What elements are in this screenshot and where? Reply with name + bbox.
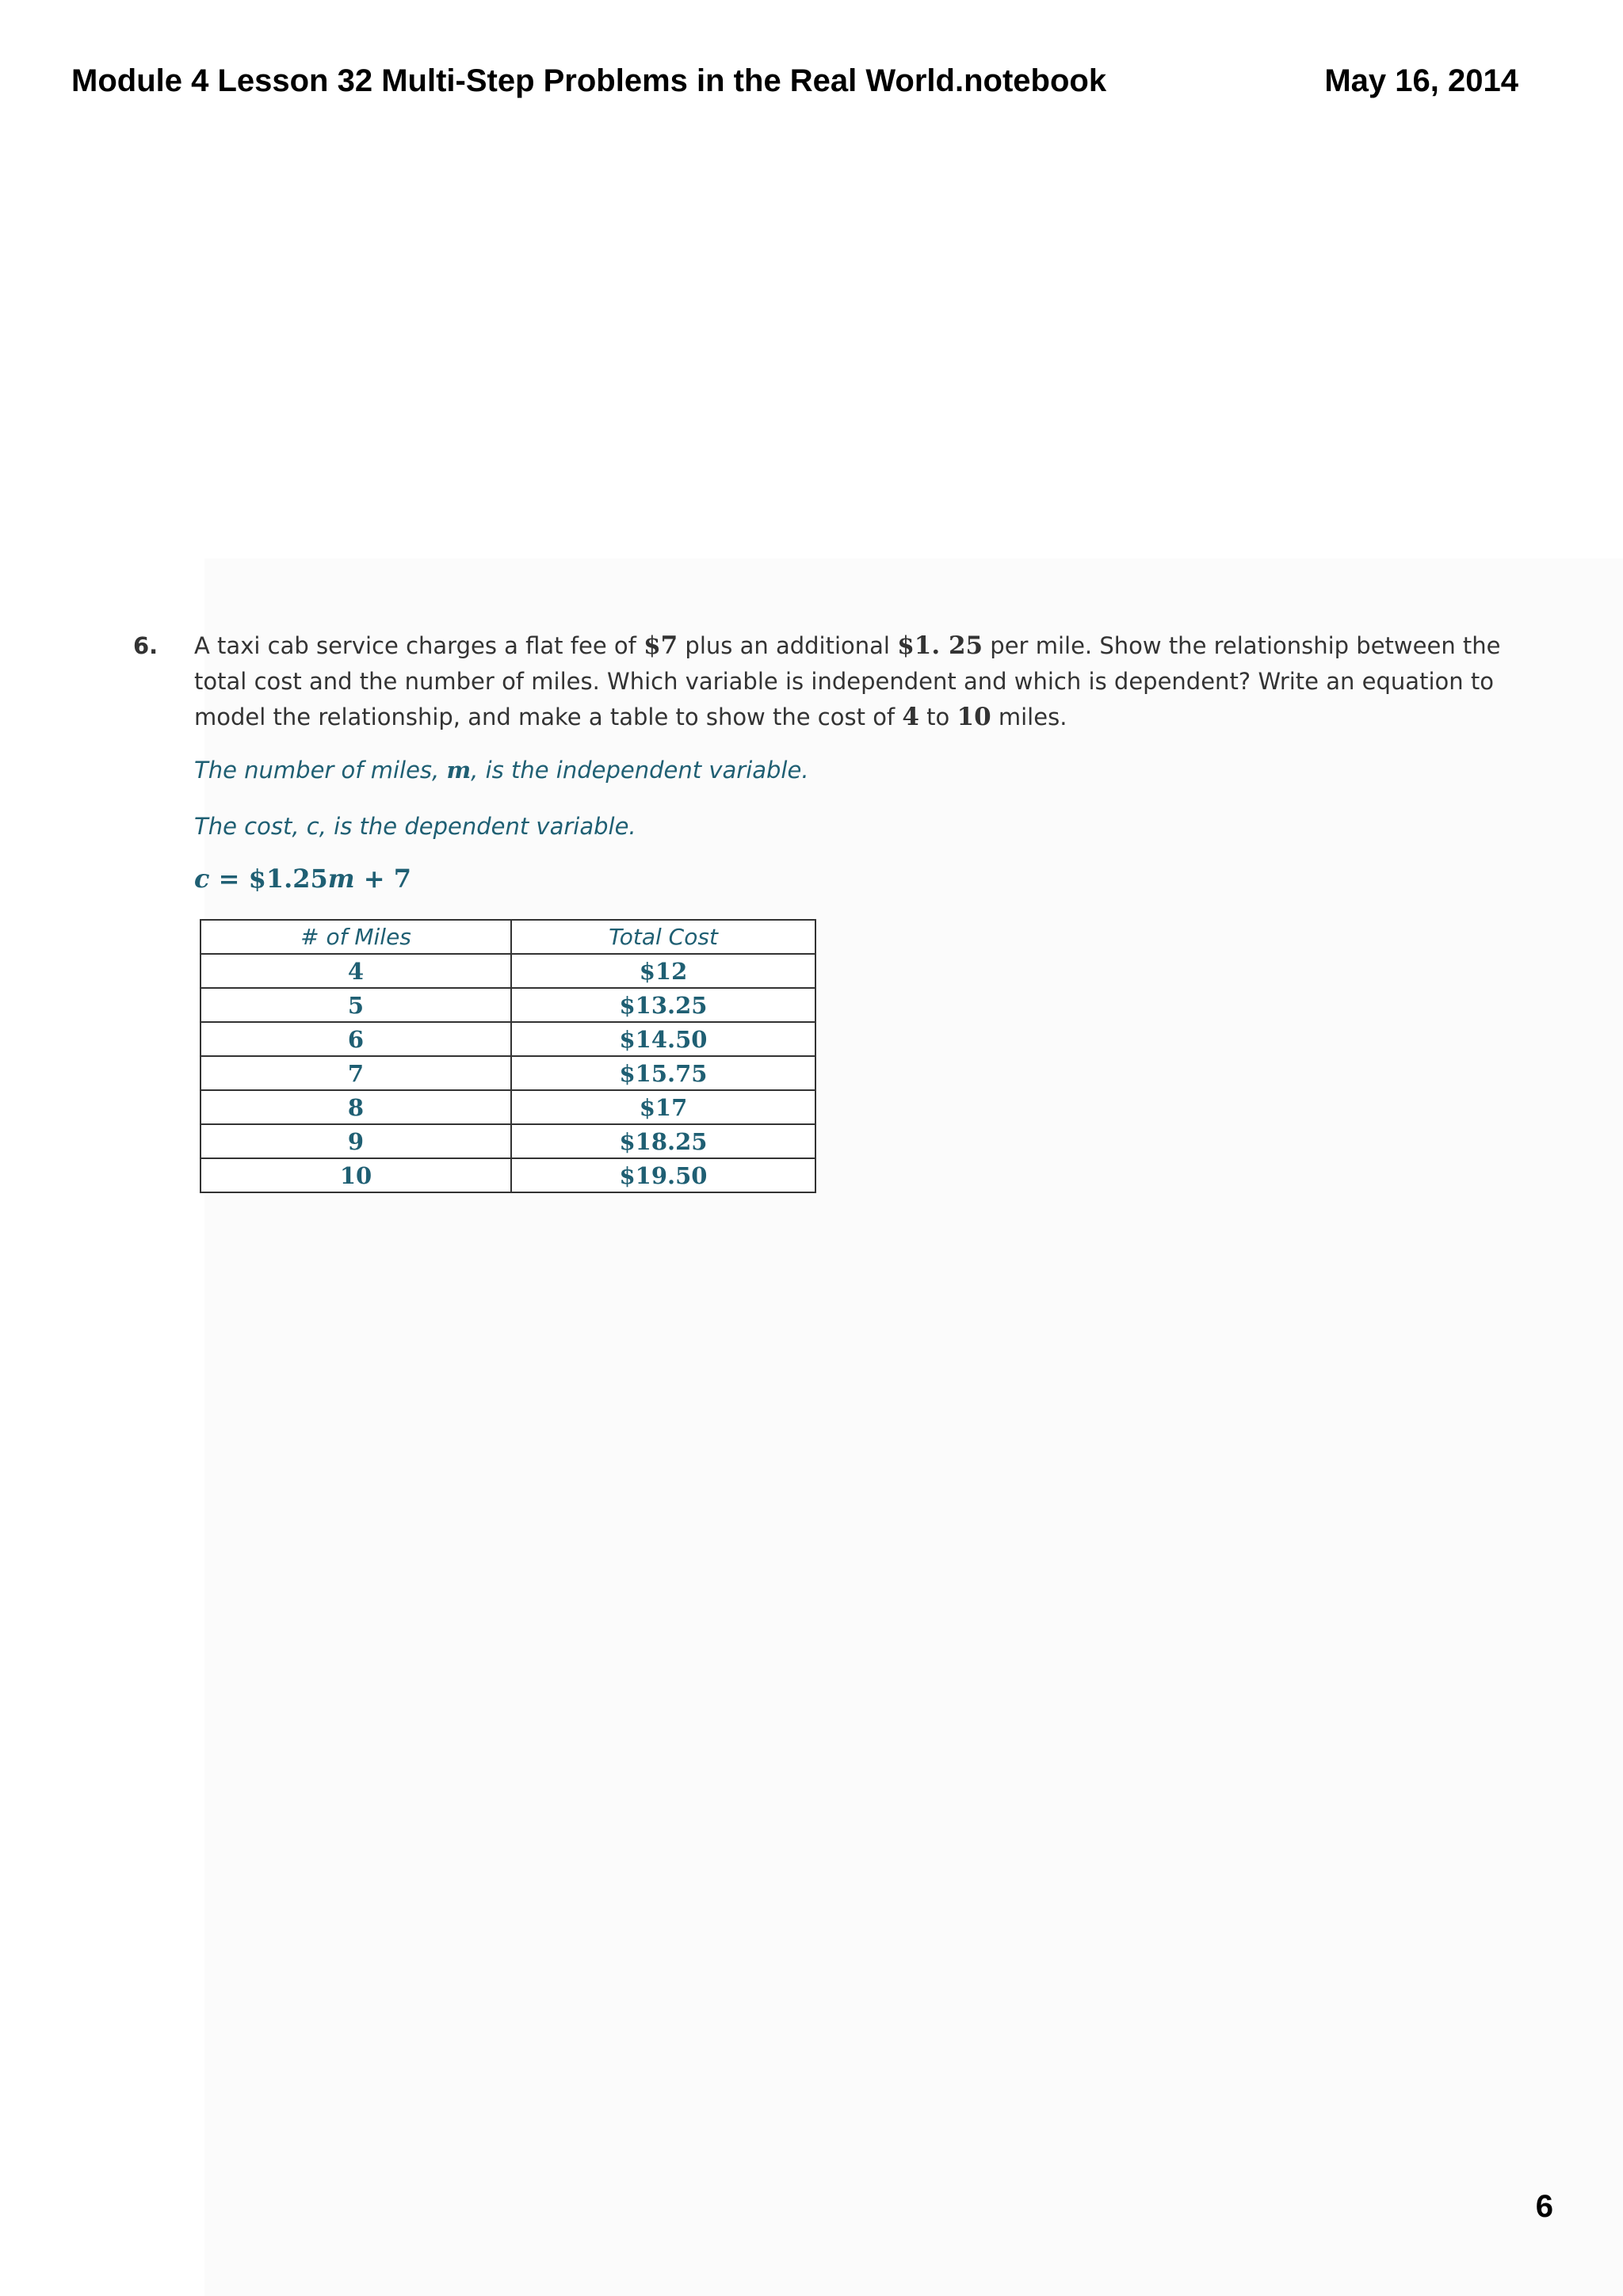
problem-line-1: A taxi cab service charges a flat fee of $7 plus an additional $1. 25 per mile. Show the relationship between the	[194, 631, 1501, 660]
flat-fee-value: $7	[643, 631, 678, 660]
header-total-cost: Total Cost	[511, 920, 815, 954]
range-start: 4	[902, 703, 919, 731]
problem-statement	[194, 628, 1501, 735]
page-number: 6	[1535, 2189, 1553, 2224]
miles-cell: 4	[200, 954, 511, 988]
per-mile-rate: $1. 25	[897, 631, 983, 660]
table-row	[200, 1158, 815, 1192]
cost-equation: c = $1.25m + 7	[194, 864, 411, 894]
miles-variable: m	[446, 757, 472, 784]
cost-cell: $17	[511, 1090, 815, 1124]
table-row	[200, 1124, 815, 1158]
table-row	[200, 1022, 815, 1056]
cost-cell: $12	[511, 954, 815, 988]
miles-cell: 10	[200, 1158, 511, 1192]
miles-cell: 8	[200, 1090, 511, 1124]
cost-cell: $14.50	[511, 1022, 815, 1056]
document-date: May 16, 2014	[1324, 63, 1518, 98]
miles-cell: 9	[200, 1124, 511, 1158]
range-end: 10	[957, 703, 991, 731]
miles-cell: 5	[200, 988, 511, 1022]
cost-cell: $18.25	[511, 1124, 815, 1158]
miles-cell: 7	[200, 1056, 511, 1090]
table-row	[200, 954, 815, 988]
cost-cell: $19.50	[511, 1158, 815, 1192]
table-row	[200, 1090, 815, 1124]
header-miles: # of Miles	[200, 920, 511, 954]
table-row	[200, 988, 815, 1022]
document-title: Module 4 Lesson 32 Multi-Step Problems in the Real World.notebook	[71, 63, 1107, 98]
dependent-variable-answer: The cost, c, is the dependent variable.	[194, 813, 636, 840]
cost-cell: $13.25	[511, 988, 815, 1022]
problem-line-2: total cost and the number of miles. Which variable is independent and which is dependent? Write an equation to	[194, 668, 1494, 695]
problem-number: 6.	[133, 632, 158, 659]
table-row	[200, 1056, 815, 1090]
miles-cell: 6	[200, 1022, 511, 1056]
cost-table	[200, 919, 816, 1193]
table-header-row	[200, 920, 815, 954]
problem-line-3: model the relationship, and make a table to show the cost of 4 to 10 miles.	[194, 703, 1067, 731]
independent-variable-answer: The number of miles, m, is the independent variable.	[194, 757, 809, 784]
cost-cell: $15.75	[511, 1056, 815, 1090]
